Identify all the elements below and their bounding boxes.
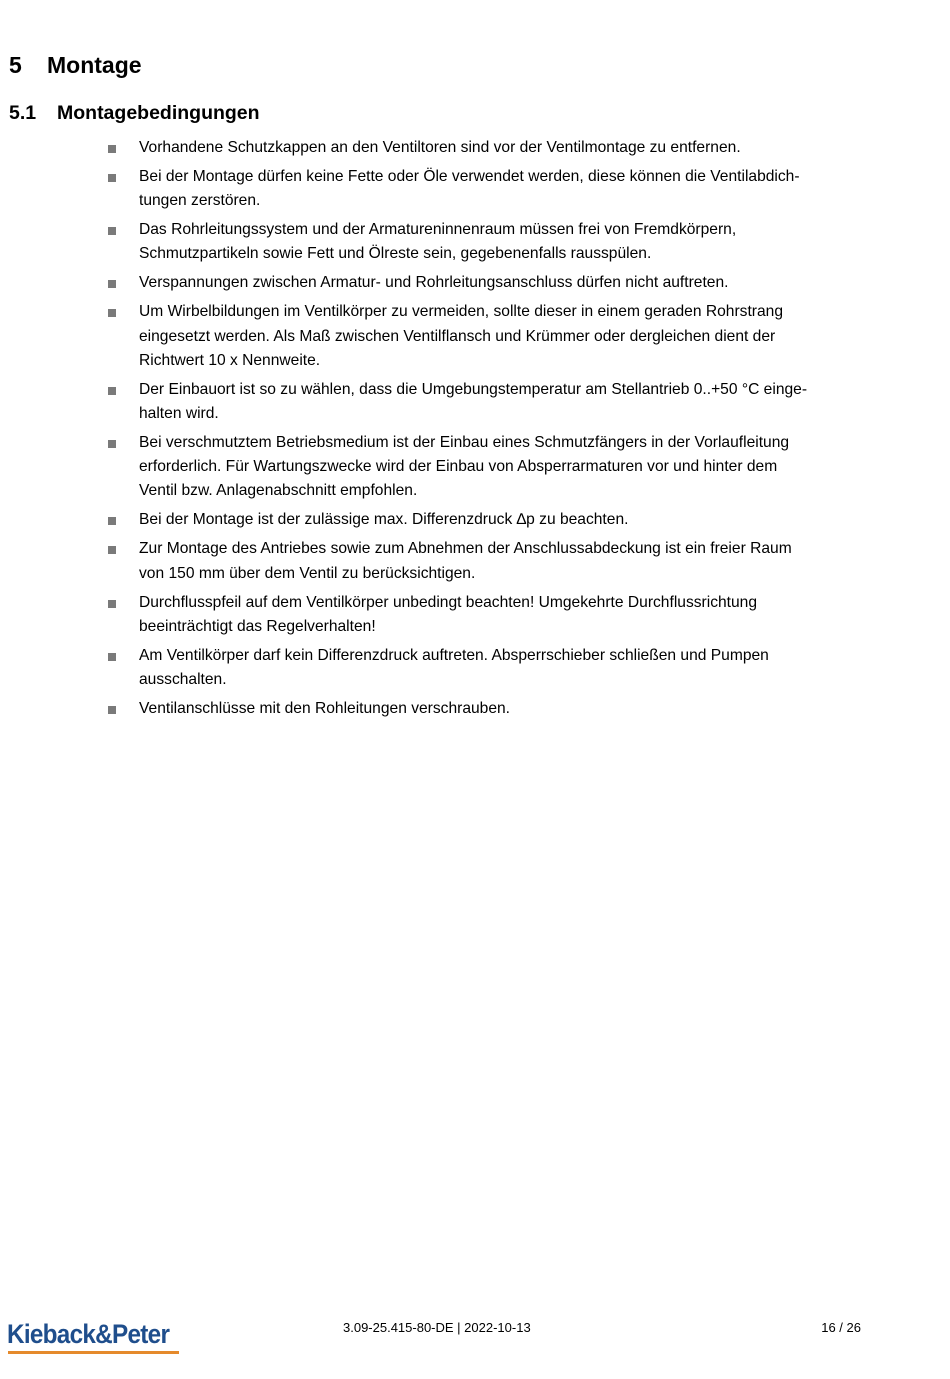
list-item [104, 300, 864, 373]
square-bullet-icon [108, 145, 116, 153]
list-item [104, 271, 864, 295]
list-item [104, 537, 864, 585]
list-item [104, 697, 864, 721]
square-bullet-icon [108, 309, 116, 317]
square-bullet-icon [108, 653, 116, 661]
section-title: Montagebedingungen [57, 102, 260, 124]
logo-wordmark: Kieback&Peter [7, 1319, 170, 1349]
section-heading [9, 102, 260, 125]
square-bullet-icon [108, 227, 116, 235]
square-bullet-icon [108, 440, 116, 448]
list-item [104, 431, 864, 504]
list-item-text: erforderlich. Für Wartungszwecke wird der Einbau von Absperrarmaturen vor und hinter dem [139, 458, 778, 476]
kieback-peter-logo [7, 1318, 187, 1358]
list-item-text: Um Wirbelbildungen im Ventilkörper zu vermeiden, sollte dieser in einem geraden Rohrstrang [139, 303, 783, 321]
list-item [104, 218, 864, 266]
list-item-text: halten wird. [139, 405, 219, 423]
list-item [104, 591, 864, 639]
list-item-text: Vorhandene Schutzkappen an den Ventiltoren sind vor der Ventilmontage zu entfernen. [139, 139, 741, 156]
list-item [104, 644, 864, 692]
list-item-text: Ventil bzw. Anlagenabschnitt empfohlen. [139, 482, 418, 500]
list-item [104, 165, 864, 213]
list-item [104, 508, 864, 532]
square-bullet-icon [108, 387, 116, 395]
list-item-text: Der Einbauort ist so zu wählen, dass die Umgebungstemperatur am Stellantrieb 0..+50 °C einge- [139, 380, 808, 398]
logo-underline [8, 1351, 179, 1354]
list-item-text: von 150 mm über dem Ventil zu berücksichtigen. [139, 564, 476, 582]
list-item-text: Am Ventilkörper darf kein Differenzdruck auftreten. Absperrschieber schließen und Pumpen [139, 646, 769, 664]
list-item [104, 136, 864, 160]
list-item-text: Bei der Montage dürfen keine Fette oder Öle verwendet werden, diese können die Ventilabdich- [139, 168, 800, 185]
list-item-text: Schmutzpartikeln sowie Fett und Ölreste sein, gegebenenfalls rausspülen. [139, 245, 652, 263]
square-bullet-icon [108, 280, 116, 288]
square-bullet-icon [108, 600, 116, 608]
list-item-text: beeinträchtigt das Regelverhalten! [139, 617, 376, 635]
list-item-text: ausschalten. [139, 671, 227, 689]
list-item-text: Richtwert 10 x Nennweite. [139, 351, 321, 369]
section-number: 5.1 [9, 102, 37, 124]
list-item [104, 378, 864, 426]
document-reference: 3.09-25.415-80-DE | 2022-10-13 [343, 1320, 531, 1335]
list-item-text: Durchflusspfeil auf dem Ventilkörper unbedingt beachten! Umgekehrte Durchflussrichtung [139, 593, 758, 611]
list-item-text: Bei der Montage ist der zulässige max. Differenzdruck ∆p zu beachten. [139, 511, 629, 529]
square-bullet-icon [108, 706, 116, 714]
chapter-number: 5 [9, 52, 22, 78]
chapter-heading [9, 52, 142, 79]
list-item-text: Bei verschmutztem Betriebsmedium ist der Einbau eines Schmutzfängers in der Vorlaufleitung [139, 434, 790, 452]
list-item-text: tungen zerstören. [139, 192, 261, 210]
list-item-text: Das Rohrleitungssystem und der Armatureninnenraum müssen frei von Fremdkörpern, [139, 221, 737, 239]
mounting-conditions-list [104, 136, 864, 726]
square-bullet-icon [108, 546, 116, 554]
list-item-text: Ventilanschlüsse mit den Rohleitungen verschrauben. [139, 700, 511, 718]
list-item-text: Verspannungen zwischen Armatur- und Rohrleitungsanschluss dürfen nicht auftreten. [139, 274, 729, 292]
chapter-title: Montage [47, 52, 142, 78]
square-bullet-icon [108, 174, 116, 182]
list-item-text: eingesetzt werden. Als Maß zwischen Ventilflansch und Krümmer oder dergleichen dient der [139, 327, 776, 345]
list-item-text: Zur Montage des Antriebes sowie zum Abnehmen der Anschlussabdeckung ist ein freier Raum [139, 540, 792, 558]
page-number: 16 / 26 [821, 1320, 861, 1335]
square-bullet-icon [108, 517, 116, 525]
